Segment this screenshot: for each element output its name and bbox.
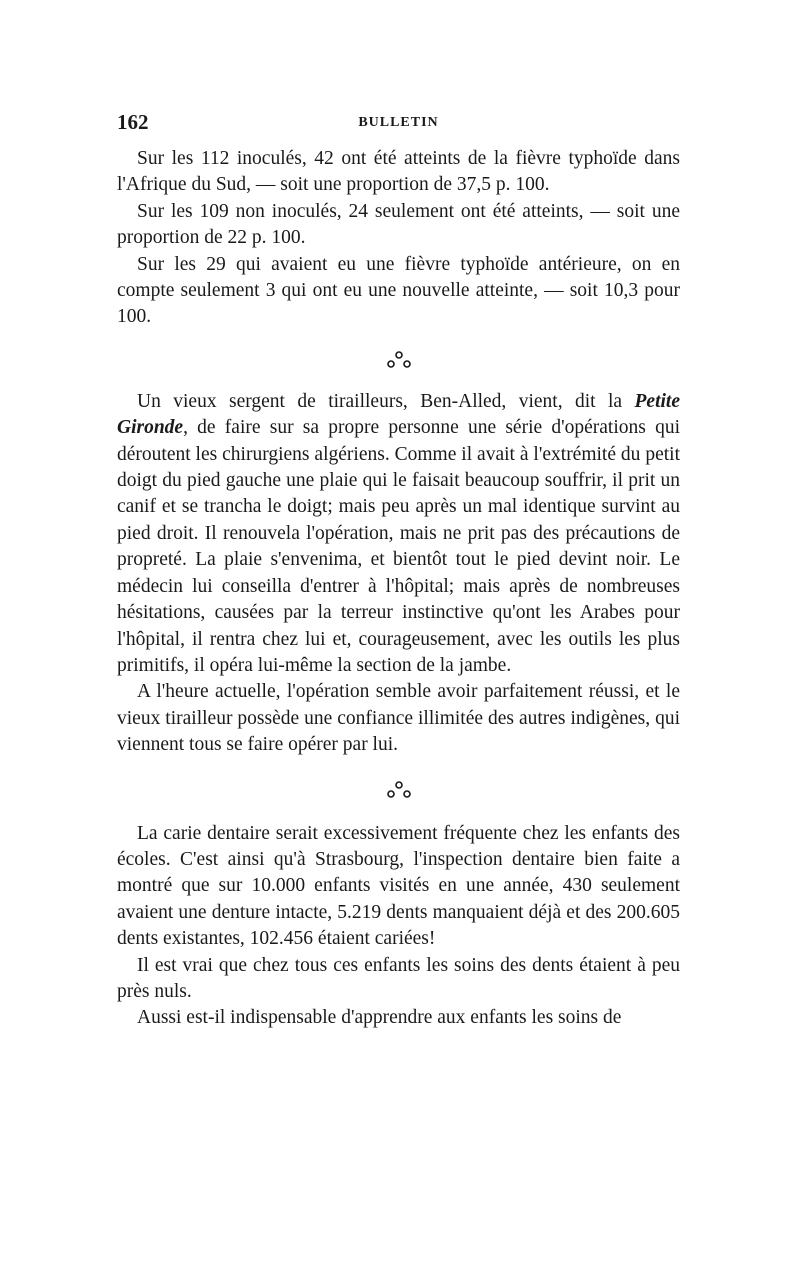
- section-separator: [117, 759, 680, 821]
- running-title: BULLETIN: [358, 115, 439, 130]
- sergeant-text-rest: , de faire sur sa propre personne une série d'opérations qui déroutent les chirurgiens algériens. Comme il avait à l'extrémité du petit doigt du pied gauche une plaie qui le faisait beaucoup souffrir, il prit un canif et se trancha le doigt; mais peu après un mal identique survint au pied droit. Il renouvela l'opération, mais ne prit pas des précautions de propreté. La plaie s'envenima, et bientôt tout le pied devint noir. Le médecin lui conseilla d'entrer à l'hôpital; mais après de nombreuses hésitations, causées par la terreur instinctive qu'ont les Arabes pour l'hôpital, il rentra chez lui et, courageusement, avec les outils les plus primitifs, il opéra lui-même la section de la jambe.: [117, 417, 680, 676]
- sergeant-text-start: Un vieux sergent de tirailleurs, Ben-Alled, vient, dit la: [137, 390, 635, 412]
- paragraph-dental-care: Il est vrai que chez tous ces enfants les soins des dents étaient à peu près nuls.: [117, 954, 680, 1002]
- body-text: [117, 146, 680, 1032]
- paragraph-prior-fever: Sur les 29 qui avaient eu une fièvre typhoïde antérieure, on en compte seulement 3 qui ont eu une nouvelle atteinte, — soit 10,3 pour 100.: [117, 253, 680, 328]
- section-separator: [117, 331, 680, 389]
- paragraph-teaching-care: Aussi est-il indispensable d'apprendre aux enfants les soins de: [137, 1007, 622, 1029]
- newspaper-name: Petite Gironde: [117, 390, 680, 439]
- page-header: [117, 110, 680, 140]
- asterism-icon: [384, 779, 414, 801]
- asterism-icon: [384, 349, 414, 371]
- paragraph-dental-caries: La carie dentaire serait excessivement fréquente chez les enfants des écoles. C'est ainsi qu'à Strasbourg, l'inspection dentaire bien faite a montré que sur 10.000 enfants visités en une année, 430 seulement avaient une denture intacte, 5.219 dents manquaient déjà et des 200.605 dents existantes, 102.456 étaient cariées!: [117, 822, 680, 950]
- paragraph-inoculated: Sur les 112 inoculés, 42 ont été atteints de la fièvre typhoïde dans l'Afrique du Sud, — soit une proportion de 37,5 p. 100.: [117, 148, 680, 196]
- paragraph-non-inoculated: Sur les 109 non inoculés, 24 seulement ont été atteints, — soit une proportion de 22 p. 100.: [117, 200, 680, 249]
- page-number: 162: [117, 110, 149, 134]
- paragraph-operation-result: A l'heure actuelle, l'opération semble avoir parfaitement réussi, et le vieux tirailleur possède une confiance illimitée des autres indigènes, qui viennent tous se faire opérer par lui.: [117, 681, 680, 756]
- paragraph-sergeant: [117, 389, 680, 679]
